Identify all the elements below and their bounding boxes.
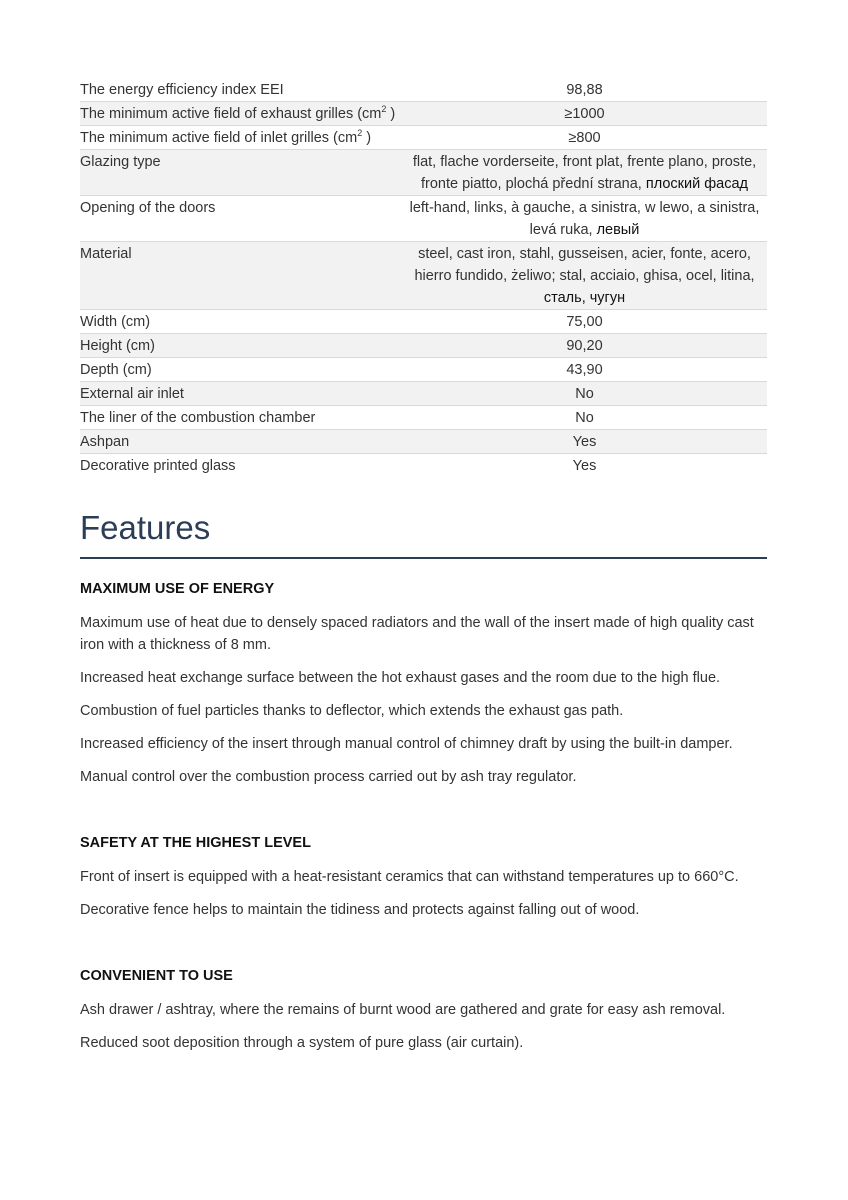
table-row <box>80 242 767 310</box>
spec-value: 75,00 <box>402 310 767 334</box>
spec-value: 98,88 <box>402 78 767 102</box>
table-row <box>80 310 767 334</box>
spec-label-superscript: 2 <box>381 104 387 114</box>
paragraph: Front of insert is equipped with a heat-resistant ceramics that can withstand temperatures up to 660°C. <box>80 869 739 885</box>
spec-value: Yes <box>402 430 767 454</box>
table-row <box>80 358 767 382</box>
spec-value-text: steel, cast iron, stahl, gusseisen, acier, fonte, acero, hierro fundido, żeliwo; stal, acciaio, ghisa, ocel, litina, <box>414 246 755 284</box>
spec-label: Opening of the doors <box>80 196 402 242</box>
spec-label <box>80 126 402 150</box>
section-heading: CONVENIENT TO USE <box>80 968 233 984</box>
spec-value-cyrillic: левый <box>596 222 640 238</box>
spec-value <box>402 196 767 242</box>
paragraph: Ash drawer / ashtray, where the remains of burnt wood are gathered and grate for easy ash removal. <box>80 1002 726 1018</box>
paragraph: Reduced soot deposition through a system of pure glass (air curtain). <box>80 1035 524 1051</box>
spec-label: The liner of the combustion chamber <box>80 406 402 430</box>
paragraph: Increased heat exchange surface between the hot exhaust gases and the room due to the high flue. <box>80 670 721 686</box>
spec-label-text: The minimum active field of exhaust grilles (cm <box>80 106 382 122</box>
spec-value-cyrillic: плоский фасад <box>645 176 749 192</box>
spec-label-end: ) <box>386 106 396 122</box>
spec-value <box>402 150 767 196</box>
features-title: Features <box>80 508 767 559</box>
spec-value-text: left-hand, links, à gauche, a sinistra, w lewo, a sinistra, levá ruka, <box>409 200 760 238</box>
spec-label: Height (cm) <box>80 334 402 358</box>
section-heading: SAFETY AT THE HIGHEST LEVEL <box>80 835 311 851</box>
spec-value-text: flat, flache vorderseite, front plat, frente plano, proste, fronte piatto, plochá přední strana, <box>412 154 757 192</box>
spec-value <box>402 242 767 310</box>
spec-value: No <box>402 406 767 430</box>
section-heading: MAXIMUM USE OF ENERGY <box>80 581 275 597</box>
table-row <box>80 126 767 150</box>
table-row <box>80 102 767 126</box>
table-row <box>80 78 767 102</box>
spec-label: Material <box>80 242 402 310</box>
document-page <box>80 78 767 1054</box>
spec-value: 90,20 <box>402 334 767 358</box>
feature-section-convenience <box>80 966 767 1054</box>
spec-label: The energy efficiency index EEI <box>80 78 402 102</box>
paragraph: Combustion of fuel particles thanks to deflector, which extends the exhaust gas path. <box>80 703 624 719</box>
paragraph: Manual control over the combustion process carried out by ash tray regulator. <box>80 769 577 785</box>
table-row <box>80 382 767 406</box>
specifications-table <box>80 78 767 477</box>
spec-label: Decorative printed glass <box>80 458 236 474</box>
spec-value: Yes <box>572 458 597 474</box>
table-row <box>80 150 767 196</box>
spec-label: External air inlet <box>80 382 402 406</box>
table-row <box>80 334 767 358</box>
paragraph: Increased efficiency of the insert through manual control of chimney draft by using the built-in damper. <box>80 736 733 752</box>
paragraph: Decorative fence helps to maintain the tidiness and protects against falling out of wood. <box>80 902 640 918</box>
spec-label-end: ) <box>362 130 372 146</box>
spec-label-text: The minimum active field of inlet grilles (cm <box>80 130 358 146</box>
spec-label <box>80 102 402 126</box>
spec-label: Width (cm) <box>80 310 402 334</box>
paragraph: Maximum use of heat due to densely spaced radiators and the wall of the insert made of high quality cast iron with a thickness of 8 mm. <box>80 615 754 653</box>
spec-label: Glazing type <box>80 150 402 196</box>
feature-section-energy <box>80 579 767 788</box>
table-row <box>80 430 767 454</box>
spec-value-cyrillic: сталь, чугун <box>543 290 626 306</box>
feature-section-safety <box>80 833 767 921</box>
spec-label: Depth (cm) <box>80 358 402 382</box>
spec-label: Ashpan <box>80 430 402 454</box>
spec-value: No <box>402 382 767 406</box>
spec-value: 43,90 <box>402 358 767 382</box>
spec-value: ≥1000 <box>402 102 767 126</box>
table-row <box>80 406 767 430</box>
spec-label-superscript: 2 <box>357 128 363 138</box>
spec-value: ≥800 <box>402 126 767 150</box>
table-row <box>80 454 767 478</box>
table-row <box>80 196 767 242</box>
